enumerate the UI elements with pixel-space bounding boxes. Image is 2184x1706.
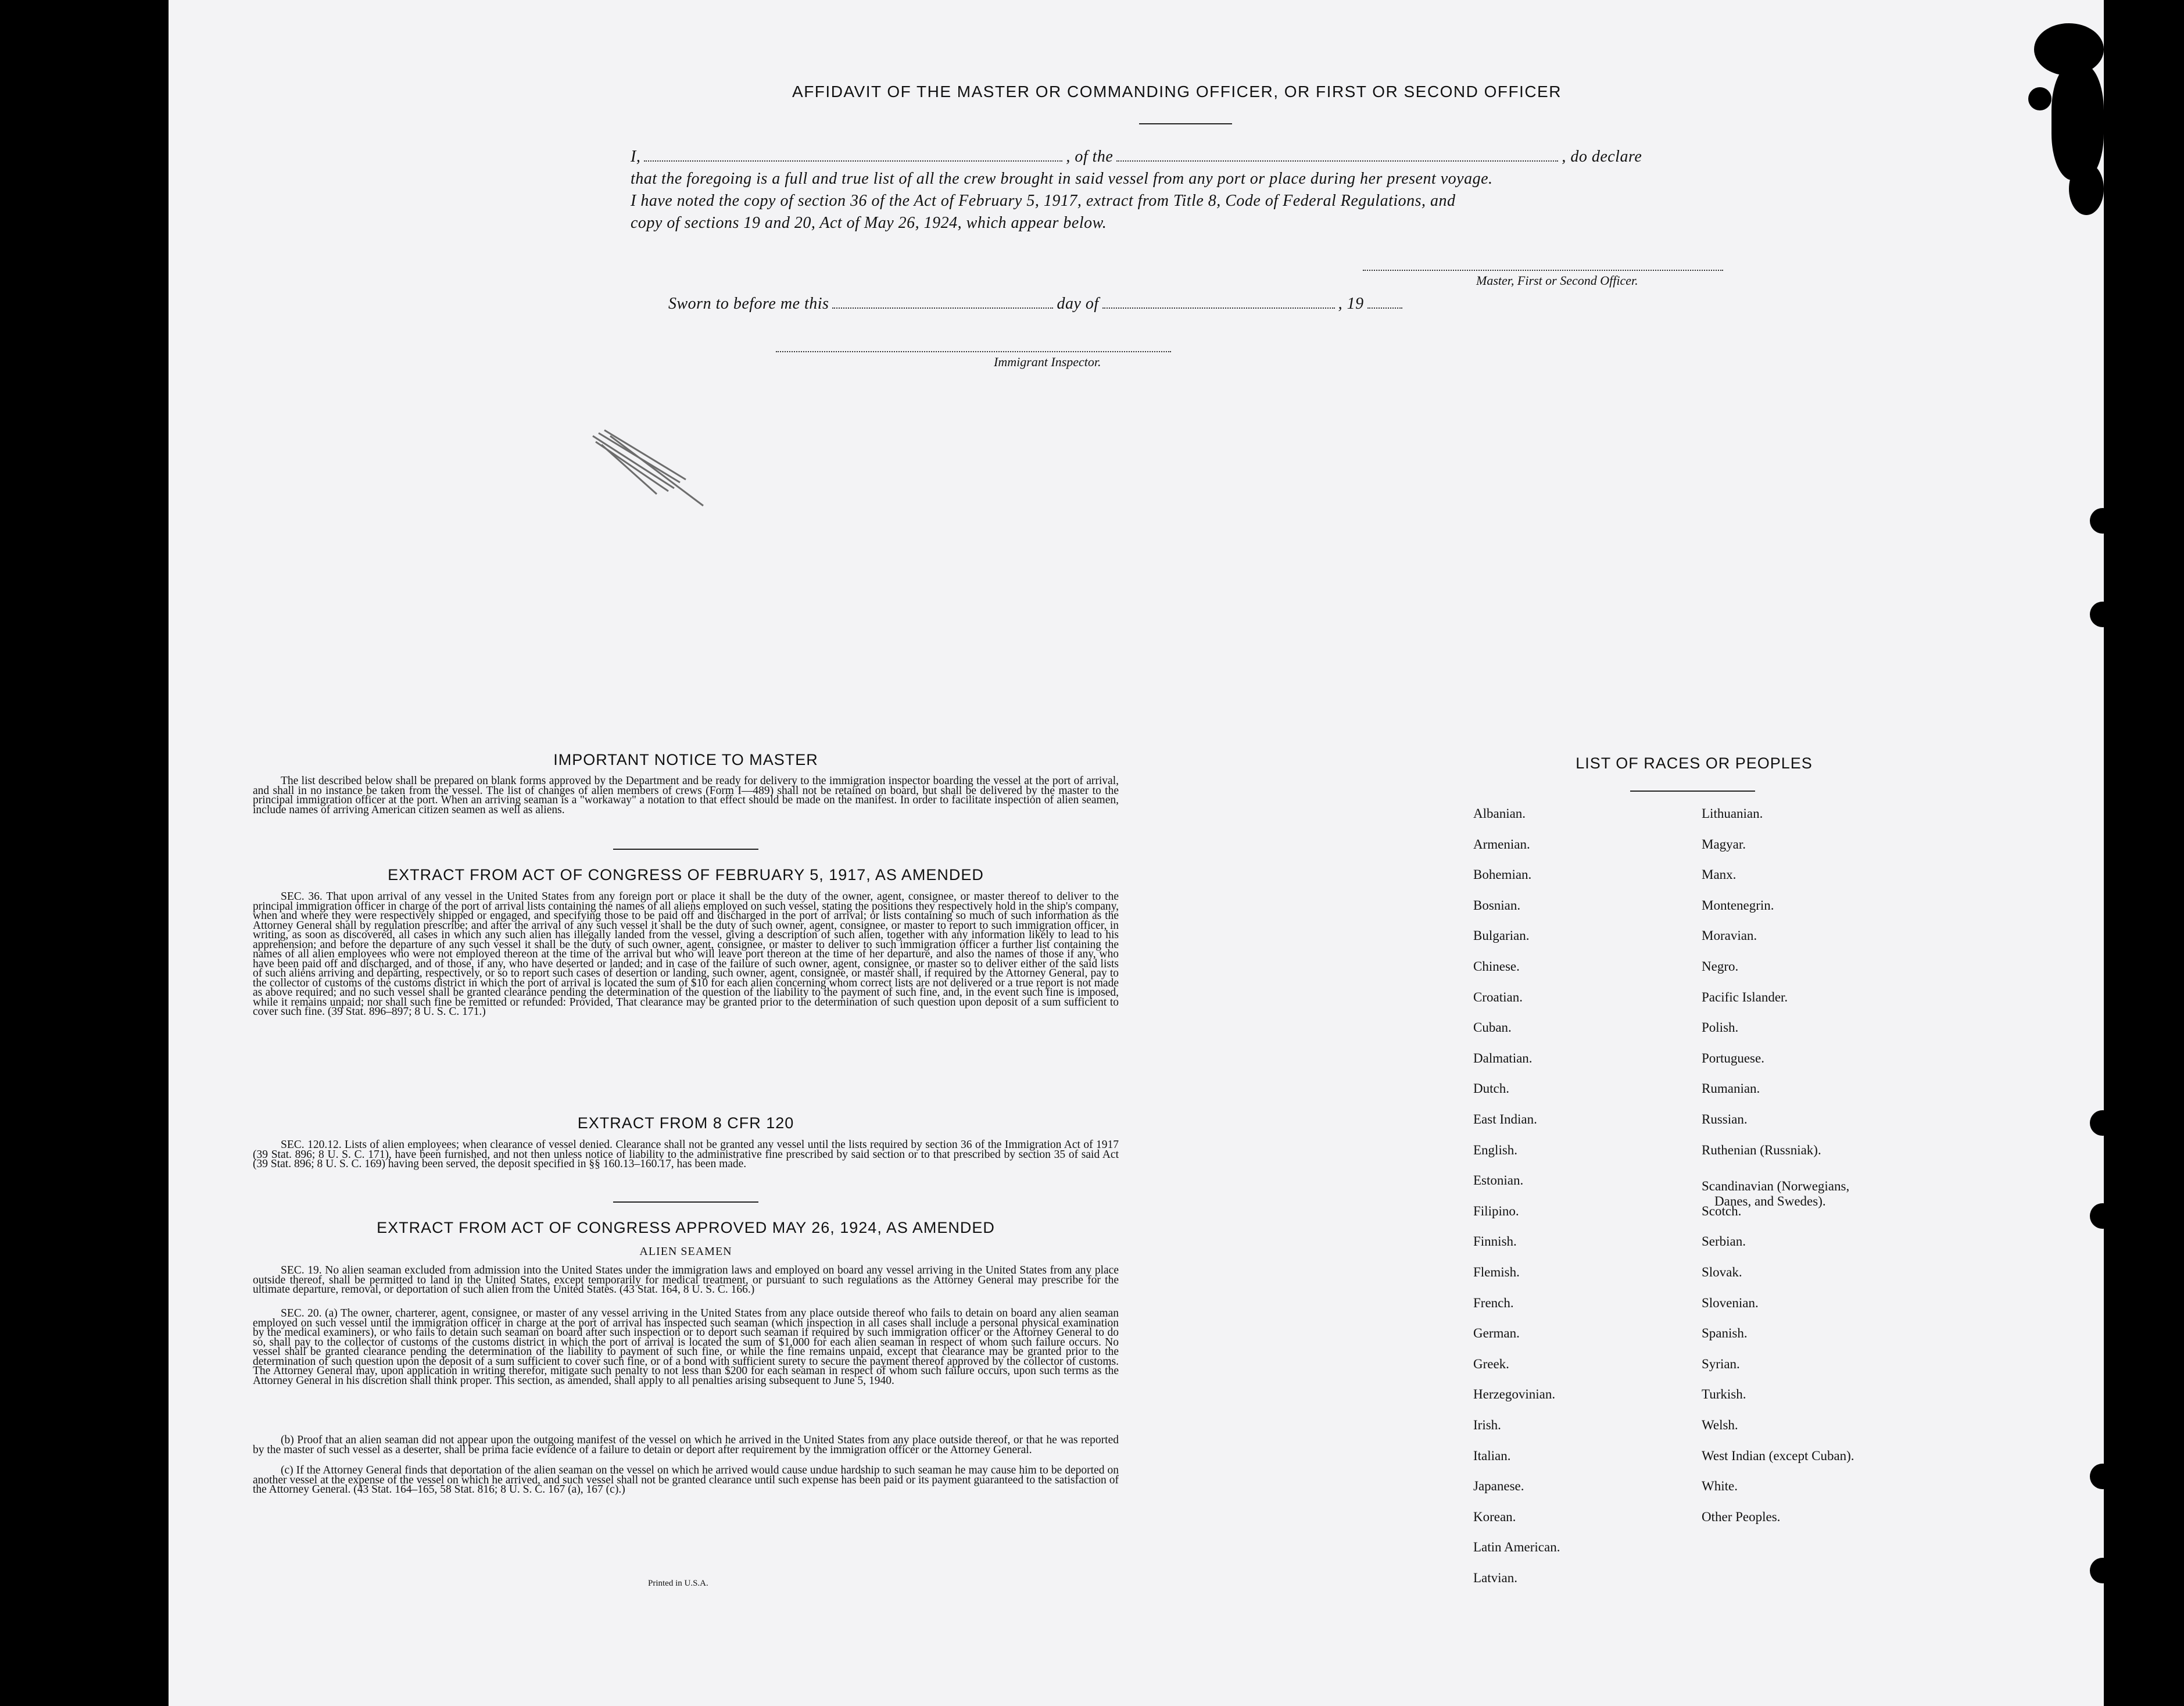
affidavit-line-2: that the foregoing is a full and true list of all the crew brought in said vessel from any port or place during her present voyage. bbox=[631, 170, 1493, 188]
race-item: Danes, and Swedes). bbox=[1714, 1194, 1826, 1208]
race-item: Rumanian. bbox=[1702, 1081, 1760, 1096]
torn-edge-artifact bbox=[2069, 163, 2104, 215]
race-item: Cuban. bbox=[1473, 1020, 1512, 1035]
race-item: Flemish. bbox=[1473, 1265, 1520, 1279]
affidavit-declare: , do declare bbox=[1562, 148, 1642, 166]
extract-1924-title: EXTRACT FROM ACT OF CONGRESS APPROVED MAY 26, 1924, AS AMENDED bbox=[377, 1219, 995, 1236]
race-item: Estonian. bbox=[1473, 1173, 1524, 1188]
printed-in-usa: Printed in U.S.A. bbox=[648, 1579, 708, 1588]
affidavit-line-4: copy of sections 19 and 20, Act of May 26, 1924, which appear below. bbox=[631, 214, 1107, 232]
race-item: Other Peoples. bbox=[1702, 1510, 1781, 1524]
race-item: Dalmatian. bbox=[1473, 1051, 1533, 1065]
race-item: Korean. bbox=[1473, 1510, 1516, 1524]
extract-1917-body: SEC. 36. That upon arrival of any vessel in the United States from any foreign port or place it shall be the duty of the owner, agent, consignee, or master thereof to deliver to the principal immigration officer in charge of the port of arrival lists containing the names of all aliens employed on such vessel, stating the positions they respectively hold in the ship's company, when and where they were respectively shipped or engaged, and specifying those to be paid off and discharged in the port of arrival; or lists containing so much of such information as the Attorney General shall by regulation prescribe; and after the arrival of any such vessel it shall be the duty of such owner, agent, consignee, or master to report to such immigration officer, in writing, as soon as discovered, all cases in which any such alien has illegally landed from the vessel, giving a description of such alien, together with any information likely to lead to his apprehension; and before the departure of any such vessel it shall be the duty of such owner, agent, consignee, or master to deliver to such immigration officer a further list containing the names of all alien employees who were not employed thereon at the time of the arrival but who will leave port thereon at the time of her departure, and also the names of those if any, who have been paid off and discharged, and of those, if any, who have deserted or landed; and in case of the failure of such owner, agent, consignee, or master so to deliver either of the said lists of such aliens arriving and departing, respectively, or so to report such cases of desertion or landing, such owner, agent, consignee, or master shall, if required by the Attorney General, pay to the collector of customs of the customs district in which the port of arrival is located the sum of $10 for each alien concerning whom correct lists are not delivered or a true report is not made as above required; and no such vessel shall be granted clearance pending the determination of the question of the liability to the payment of such fine, and, in the event such fine is imposed, while it remains unpaid; nor shall such fine be remitted or refunded: Provided, That clearance may be granted prior to the determination of such question upon deposit of a sum sufficient to cover such fine. (39 Stat. 896–897; 8 U. S. C. 171.) bbox=[253, 890, 1119, 1018]
race-item: Latin American. bbox=[1473, 1540, 1560, 1554]
extract-1924-sec19: SEC. 19. No alien seaman excluded from admission into the United States under the immigration laws and employed on board any vessel arriving in the United States from any place outside thereof, shall be permitted to land in the United States, except temporarily for medical treatment, or pursuant to such regulations as the Attorney General may prescribe for the ultimate departure, removal, or deportation of such alien from the United States. (43 Stat. 164, 8 U. S. C. 166.) bbox=[253, 1264, 1119, 1296]
notice-body: The list described below shall be prepared on blank forms approved by the Department and be ready for delivery to the immigration inspector boarding the vessel at the port of arrival, and shall in no instance be taken from the vessel. The list of changes of alien members of crews (Form I—489) shall not be retained on board, but shall be delivered by the master to the principal immigration officer at the port. When an arriving seaman is a "workaway" a notation to that effect should be made on the manifest. In order to facilitate inspection of alien seamen, include names of arriving American citizen seamen as well as aliens. bbox=[253, 775, 1119, 816]
race-item: French. bbox=[1473, 1296, 1514, 1310]
affidavit-of-the: , of the bbox=[1066, 148, 1114, 166]
race-item: Croatian. bbox=[1473, 990, 1523, 1004]
punch-hole bbox=[2090, 1203, 2115, 1229]
notice-title: IMPORTANT NOTICE TO MASTER bbox=[553, 751, 818, 768]
race-item: Pacific Islander. bbox=[1702, 990, 1788, 1004]
race-item: Syrian. bbox=[1702, 1357, 1740, 1371]
punch-hole bbox=[2090, 602, 2115, 627]
race-item: Filipino. bbox=[1473, 1204, 1519, 1218]
divider-rule bbox=[1139, 123, 1232, 124]
race-item: Serbian. bbox=[1702, 1234, 1746, 1249]
race-item: Scotch. bbox=[1702, 1204, 1742, 1218]
punch-hole bbox=[2090, 1558, 2115, 1583]
race-item: Scandinavian (Norwegians, bbox=[1702, 1179, 1850, 1193]
sworn-day-blank[interactable] bbox=[832, 307, 1053, 309]
race-item: English. bbox=[1473, 1143, 1518, 1157]
extract-1924-sec20b: (b) Proof that an alien seaman did not appear upon the outgoing manifest of the vessel on which he arrived in the United States from any place outside thereof, or that he was reported by the master of such vessel as a deserter, shall be prima facie evidence of a failure to detain or deport after requirement by the immigration officer or the Attorney General. bbox=[253, 1434, 1119, 1456]
race-item: Chinese. bbox=[1473, 959, 1520, 974]
vessel-blank[interactable] bbox=[1116, 160, 1558, 162]
race-item: Albanian. bbox=[1473, 806, 1526, 821]
extract-1924-subtitle: ALIEN SEAMEN bbox=[639, 1245, 732, 1258]
affidavit-i: I, bbox=[631, 148, 641, 166]
punch-hole bbox=[2090, 1110, 2115, 1136]
inspector-signature-blank[interactable] bbox=[776, 351, 1171, 352]
race-item: Lithuanian. bbox=[1702, 806, 1763, 821]
signature-caption: Master, First or Second Officer. bbox=[1476, 273, 1638, 288]
race-item: Bohemian. bbox=[1473, 867, 1532, 882]
sworn-day-label: day of bbox=[1057, 295, 1099, 313]
extract-1924-sec20c: (c) If the Attorney General finds that deportation of the alien seaman on the vessel on which he arrived would cause undue hardship to such seaman he may cause him to be deported on another vessel at the expense of the vessel on which he arrived, and such vessel shall not be granted clearance until such expense has been paid or its payment guaranteed to the satisfaction of the Attorney General. (43 Stat. 164–165, 58 Stat. 816; 8 U. S. C. 167 (a), 167 (c).) bbox=[253, 1464, 1119, 1496]
race-item: Spanish. bbox=[1702, 1326, 1748, 1340]
divider-rule bbox=[613, 849, 758, 850]
extract-1917-title: EXTRACT FROM ACT OF CONGRESS OF FEBRUARY 5, 1917, AS AMENDED bbox=[388, 866, 984, 884]
punch-hole bbox=[2090, 508, 2115, 534]
sworn-line bbox=[668, 295, 1406, 313]
divider-rule bbox=[613, 1201, 758, 1203]
torn-edge-artifact bbox=[2051, 64, 2104, 180]
race-item: Russian. bbox=[1702, 1112, 1748, 1126]
affidavit-line-1 bbox=[631, 148, 1642, 166]
divider-rule bbox=[1630, 791, 1755, 792]
race-item: Manx. bbox=[1702, 867, 1737, 882]
race-item: Greek. bbox=[1473, 1357, 1509, 1371]
torn-edge-artifact bbox=[2028, 87, 2051, 110]
race-item: White. bbox=[1702, 1479, 1738, 1493]
ink-smudge bbox=[587, 424, 715, 512]
race-item: Armenian. bbox=[1473, 837, 1530, 852]
affidavit-title: AFFIDAVIT OF THE MASTER OR COMMANDING OFFICER, OR FIRST OR SECOND OFFICER bbox=[792, 83, 1562, 101]
race-item: Bulgarian. bbox=[1473, 928, 1530, 943]
race-item: Irish. bbox=[1473, 1418, 1501, 1432]
extract-1924-sec20a: SEC. 20. (a) The owner, charterer, agent, consignee, or master of any vessel arriving in the United States from any place outside thereof who fails to detain on board any alien seaman employed on such vessel until the immigration officer in charge at the port of arrival has inspected such seaman (which inspection in all cases shall include a personal physical examination by the medical examiners), or who fails to detain such seaman on board after such inspection or to deport such seaman if required by such immigration officer or the Attorney General to do so, shall pay to the collector of customs of the customs district in which the port of arrival is located the sum of $1,000 for each alien seaman in respect of whom such failure occurs. No vessel shall be granted clearance pending the determination of the liability to payment of such fine, or while the fine remains unpaid, except that clearance may be granted prior to the determination of such question upon the deposit of a sum sufficient to cover such fine, or of a bond with sufficient surety to secure the payment thereof approved by the collector of customs. The Attorney General may, upon application in writing therefor, mitigate such penalty to not less than $200 for each seaman in respect of whom such failure occurs, upon such terms as the Attorney General in his discretion shall think proper. This section, as amended, shall apply to all penalties arising subsequent to June 5, 1940. bbox=[253, 1307, 1119, 1387]
race-item: Turkish. bbox=[1702, 1387, 1746, 1401]
race-item: Finnish. bbox=[1473, 1234, 1517, 1249]
sworn-prefix: Sworn to before me this bbox=[668, 295, 829, 313]
race-item: Slovenian. bbox=[1702, 1296, 1759, 1310]
race-item: Japanese. bbox=[1473, 1479, 1524, 1493]
race-item: German. bbox=[1473, 1326, 1520, 1340]
race-item: West Indian (except Cuban). bbox=[1702, 1449, 1854, 1463]
race-item: Bosnian. bbox=[1473, 898, 1521, 913]
extract-cfr-body: SEC. 120.12. Lists of alien employees; when clearance of vessel denied. Clearance shall not be granted any vessel until the lists required by section 36 of the Immigration Act of 1917 (39 Stat. 896; 8 U. S. C. 171), have been furnished, and not then unless notice of liability to the administrative fine prescribed by said section or to that prescribed by section 35 of said Act (39 Stat. 896; 8 U. S. C. 169) having been served, the deposit specified in §§ 160.13–160.17, has been made. bbox=[253, 1139, 1119, 1170]
race-item: Moravian. bbox=[1702, 928, 1757, 943]
race-item: Montenegrin. bbox=[1702, 898, 1774, 913]
race-item: Dutch. bbox=[1473, 1081, 1509, 1096]
race-item: Italian. bbox=[1473, 1449, 1511, 1463]
race-item: Latvian. bbox=[1473, 1571, 1517, 1585]
race-item: Herzegovinian. bbox=[1473, 1387, 1556, 1401]
race-item: Portuguese. bbox=[1702, 1051, 1764, 1065]
race-item: Negro. bbox=[1702, 959, 1739, 974]
sworn-month-blank[interactable] bbox=[1102, 307, 1335, 309]
inspector-caption: Immigrant Inspector. bbox=[994, 355, 1101, 369]
signature-blank[interactable] bbox=[1363, 270, 1723, 271]
name-blank[interactable] bbox=[644, 160, 1062, 162]
races-title: LIST OF RACES OR PEOPLES bbox=[1576, 754, 1813, 772]
race-item: Slovak. bbox=[1702, 1265, 1742, 1279]
punch-hole bbox=[2090, 1464, 2115, 1489]
race-item: Polish. bbox=[1702, 1020, 1739, 1035]
extract-cfr-title: EXTRACT FROM 8 CFR 120 bbox=[577, 1114, 794, 1132]
race-item: Magyar. bbox=[1702, 837, 1746, 852]
race-item: East Indian. bbox=[1473, 1112, 1537, 1126]
sworn-year-blank[interactable] bbox=[1367, 307, 1402, 309]
affidavit-line-3: I have noted the copy of section 36 of the Act of February 5, 1917, extract from Title 8, Code of Federal Regulations, and bbox=[631, 192, 1456, 210]
race-item: Welsh. bbox=[1702, 1418, 1738, 1432]
race-item: Ruthenian (Russniak). bbox=[1702, 1143, 1821, 1157]
sworn-year-label: , 19 bbox=[1338, 295, 1364, 313]
